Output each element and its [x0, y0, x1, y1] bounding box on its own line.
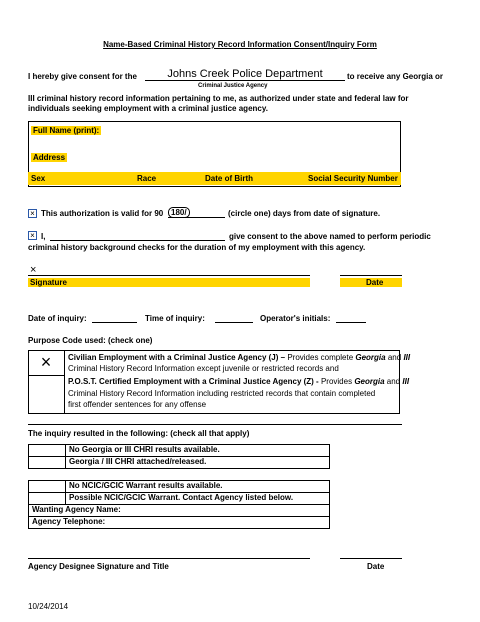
date-line[interactable]: [340, 275, 402, 276]
consent-prefix: I hereby give consent for the: [28, 72, 137, 81]
designee-signature-line[interactable]: [28, 558, 310, 559]
purpose-option2-line3: first offender sentences for any offense: [68, 400, 207, 409]
authorization-text-after: (circle one) days from date of signature.: [228, 209, 381, 218]
operator-initials-label: Operator's initials:: [260, 314, 331, 323]
date-label: Date: [340, 278, 402, 287]
signature-label: Signature: [28, 278, 310, 287]
purpose-option2-line1: [68, 377, 409, 386]
purpose-option1-line1: [68, 353, 410, 362]
purpose-option1-title: Civilian Employment with a Criminal Justice Agency (J) –: [68, 353, 286, 362]
results-row1-text: No Georgia or III CHRI results available.: [66, 445, 330, 457]
warrant-row: [29, 481, 330, 493]
designee-date-line[interactable]: [340, 558, 402, 559]
designee-date-label: Date: [367, 562, 385, 571]
signature-line[interactable]: [28, 275, 310, 276]
periodic-line-2: criminal history background checks for the duration of my employment with this agency.: [28, 243, 366, 252]
purpose-option2-title: P.O.S.T. Certified Employment with a Criminal Justice Agency (Z) -: [68, 377, 319, 386]
consent-line-3: individuals seeking employment with a criminal justice agency.: [28, 104, 268, 113]
warrant-row: [29, 505, 330, 517]
warrant-row2-text: Possible NCIC/GCIC Warrant. Contact Agency listed below.: [66, 493, 330, 505]
purpose-label: Purpose Code used: (check one): [28, 336, 153, 345]
results-row1-checkbox[interactable]: [29, 445, 66, 457]
purpose-option2-desc-d: III: [402, 377, 410, 386]
warrant-row: [29, 517, 330, 529]
address-label: Address: [33, 153, 66, 162]
full-name-label: Full Name (print):: [33, 126, 100, 135]
designee-signature-label: Agency Designee Signature and Title: [28, 562, 169, 571]
date-of-inquiry-line[interactable]: [92, 322, 137, 323]
purpose-option1-desc-c: and: [387, 353, 402, 362]
agency-phone-field[interactable]: [29, 517, 330, 529]
wanting-agency-field[interactable]: [29, 505, 330, 517]
purpose-option1-desc-a: Provides complete: [287, 353, 354, 362]
authorization-text-before: This authorization is valid for 90: [41, 209, 164, 218]
warrant-row1-text: No NCIC/GCIC Warrant results available.: [66, 481, 330, 493]
purpose-option1-desc-d: III: [403, 353, 411, 362]
periodic-prefix: I,: [41, 232, 46, 241]
purpose-option2-desc-a: Provides: [320, 377, 353, 386]
purpose-check-divider: [28, 375, 65, 376]
agency-phone-label: Agency Telephone:: [32, 517, 106, 526]
circled-value[interactable]: 180/: [168, 207, 190, 218]
warrant-row2-checkbox[interactable]: [29, 493, 66, 505]
authorization-checkbox[interactable]: ×: [28, 209, 37, 218]
periodic-checkbox[interactable]: ×: [28, 231, 37, 240]
form-title: Name-Based Criminal History Record Information Consent/Inquiry Form: [103, 40, 377, 49]
operator-initials-line[interactable]: [336, 322, 366, 323]
results-row: [29, 445, 330, 457]
dob-label: Date of Birth: [205, 174, 253, 183]
time-of-inquiry-label: Time of inquiry:: [145, 314, 205, 323]
address-input[interactable]: [70, 150, 395, 162]
consent-line-2: III criminal history record information pertaining to me, as authorized under state and federal law for: [28, 94, 409, 103]
warrant-table: [28, 480, 330, 529]
purpose-option1-checkbox[interactable]: ×: [40, 352, 52, 372]
footer-date: 10/24/2014: [28, 602, 69, 611]
consent-suffix: to receive any Georgia or: [347, 72, 444, 81]
results-row: [29, 457, 330, 469]
date-of-inquiry-label: Date of inquiry:: [28, 314, 87, 323]
time-of-inquiry-line[interactable]: [215, 322, 253, 323]
agency-caption: Criminal Justice Agency: [198, 83, 268, 89]
results-row2-text: Georgia / III CHRI attached/released.: [66, 457, 330, 469]
results-row2-checkbox[interactable]: [29, 457, 66, 469]
purpose-option2-line2: Criminal History Record Information including restricted records that contain completed: [68, 389, 376, 398]
agency-name-line: [145, 80, 345, 81]
results-table: [28, 444, 330, 469]
purpose-option2-desc-c: and: [386, 377, 401, 386]
race-label: Race: [137, 174, 157, 183]
results-label: The inquiry resulted in the following: (check all that apply): [28, 429, 250, 438]
purpose-option2-desc-b: Georgia: [354, 377, 385, 386]
wanting-agency-label: Wanting Agency Name:: [32, 505, 121, 514]
purpose-option2-checkbox[interactable]: [36, 378, 56, 396]
authorization-days-line: [168, 217, 225, 218]
purpose-option1-desc-b: Georgia: [355, 353, 386, 362]
agency-name-field[interactable]: Johns Creek Police Department: [167, 68, 323, 80]
periodic-suffix: give consent to the above named to perform periodic: [229, 232, 431, 241]
periodic-name-line[interactable]: [50, 240, 225, 241]
warrant-row1-checkbox[interactable]: [29, 481, 66, 493]
full-name-input[interactable]: [100, 124, 395, 136]
purpose-option1-line2: Criminal History Record Information except juvenile or restricted records and: [68, 364, 339, 373]
signature-mark-icon: ×: [30, 264, 37, 276]
warrant-row: [29, 493, 330, 505]
results-divider: [28, 424, 402, 425]
ssn-label: Social Security Number: [308, 174, 398, 183]
sex-label: Sex: [31, 174, 46, 183]
